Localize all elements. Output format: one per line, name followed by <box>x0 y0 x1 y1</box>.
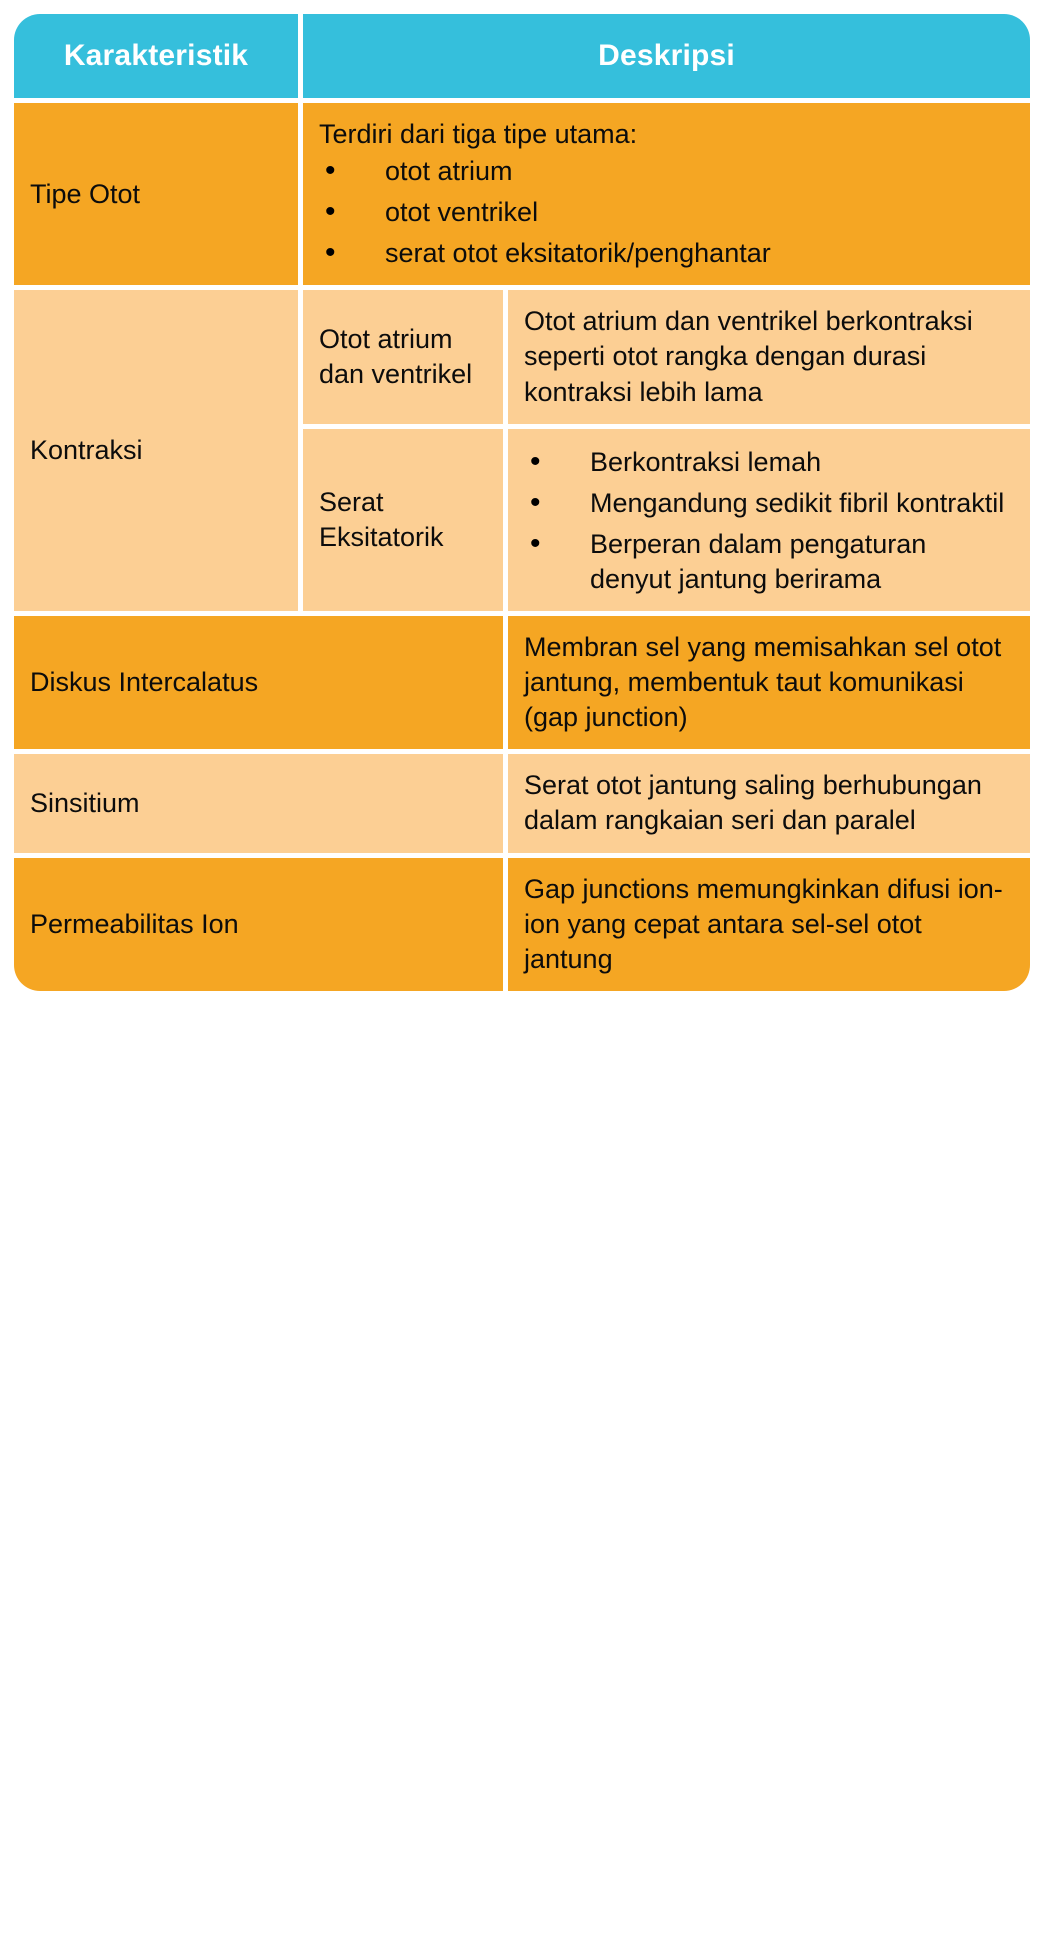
table-row-diskus-intercalatus <box>14 616 1030 749</box>
row-label-tipe-otot: Tipe Otot <box>14 103 298 285</box>
table-header-row <box>14 14 1030 98</box>
row-description-tipe-otot <box>303 103 1030 285</box>
list-item: • otot ventrikel <box>319 195 1014 230</box>
tipe-otot-bullet-list <box>319 154 1014 271</box>
row-label-diskus-intercalatus: Diskus Intercalatus <box>14 616 503 749</box>
list-item: • Mengandung sedikit fibril kontraktil <box>524 486 1014 521</box>
table-row-permeabilitas-ion <box>14 858 1030 991</box>
list-item: • otot atrium <box>319 154 1014 189</box>
list-item: • Berkontraksi lemah <box>524 445 1014 480</box>
list-item: • Berperan dalam pengaturan denyut jantung berirama <box>524 527 1014 597</box>
row-label-permeabilitas-ion: Permeabilitas Ion <box>14 858 503 991</box>
table-row-kontraksi-a <box>14 290 1030 423</box>
row-description-sinsitium: Serat otot jantung saling berhubungan dalam rangkaian seri dan paralel <box>508 754 1030 852</box>
sub-label-otot-atrium-ventrikel: Otot atrium dan ventrikel <box>303 290 503 423</box>
sub-description-serat-eksitatorik <box>508 429 1030 611</box>
sub-label-serat-eksitatorik: Serat Eksitatorik <box>303 429 503 611</box>
column-header-deskripsi: Deskripsi <box>303 14 1030 98</box>
table-row-sinsitium <box>14 754 1030 852</box>
row-description-diskus-intercalatus: Membran sel yang memisahkan sel otot jantung, membentuk taut komunikasi (gap junction) <box>508 616 1030 749</box>
row-spacer <box>14 853 1030 858</box>
sub-description-otot-atrium-ventrikel: Otot atrium dan ventrikel berkontraksi seperti otot rangka dengan durasi kontraksi lebih lama <box>508 290 1030 423</box>
column-header-karakteristik: Karakteristik <box>14 14 298 98</box>
characteristics-table <box>14 14 1030 991</box>
row-label-kontraksi: Kontraksi <box>14 290 298 611</box>
list-item: • serat otot eksitatorik/penghantar <box>319 236 1014 271</box>
serat-eksitatorik-bullet-list <box>524 445 1014 597</box>
tipe-otot-lead-text: Terdiri dari tiga tipe utama: <box>319 119 638 149</box>
table-row-tipe-otot <box>14 103 1030 285</box>
row-label-sinsitium: Sinsitium <box>14 754 503 852</box>
row-description-permeabilitas-ion: Gap junctions memungkinkan difusi ion-ion yang cepat antara sel-sel otot jantung <box>508 858 1030 991</box>
